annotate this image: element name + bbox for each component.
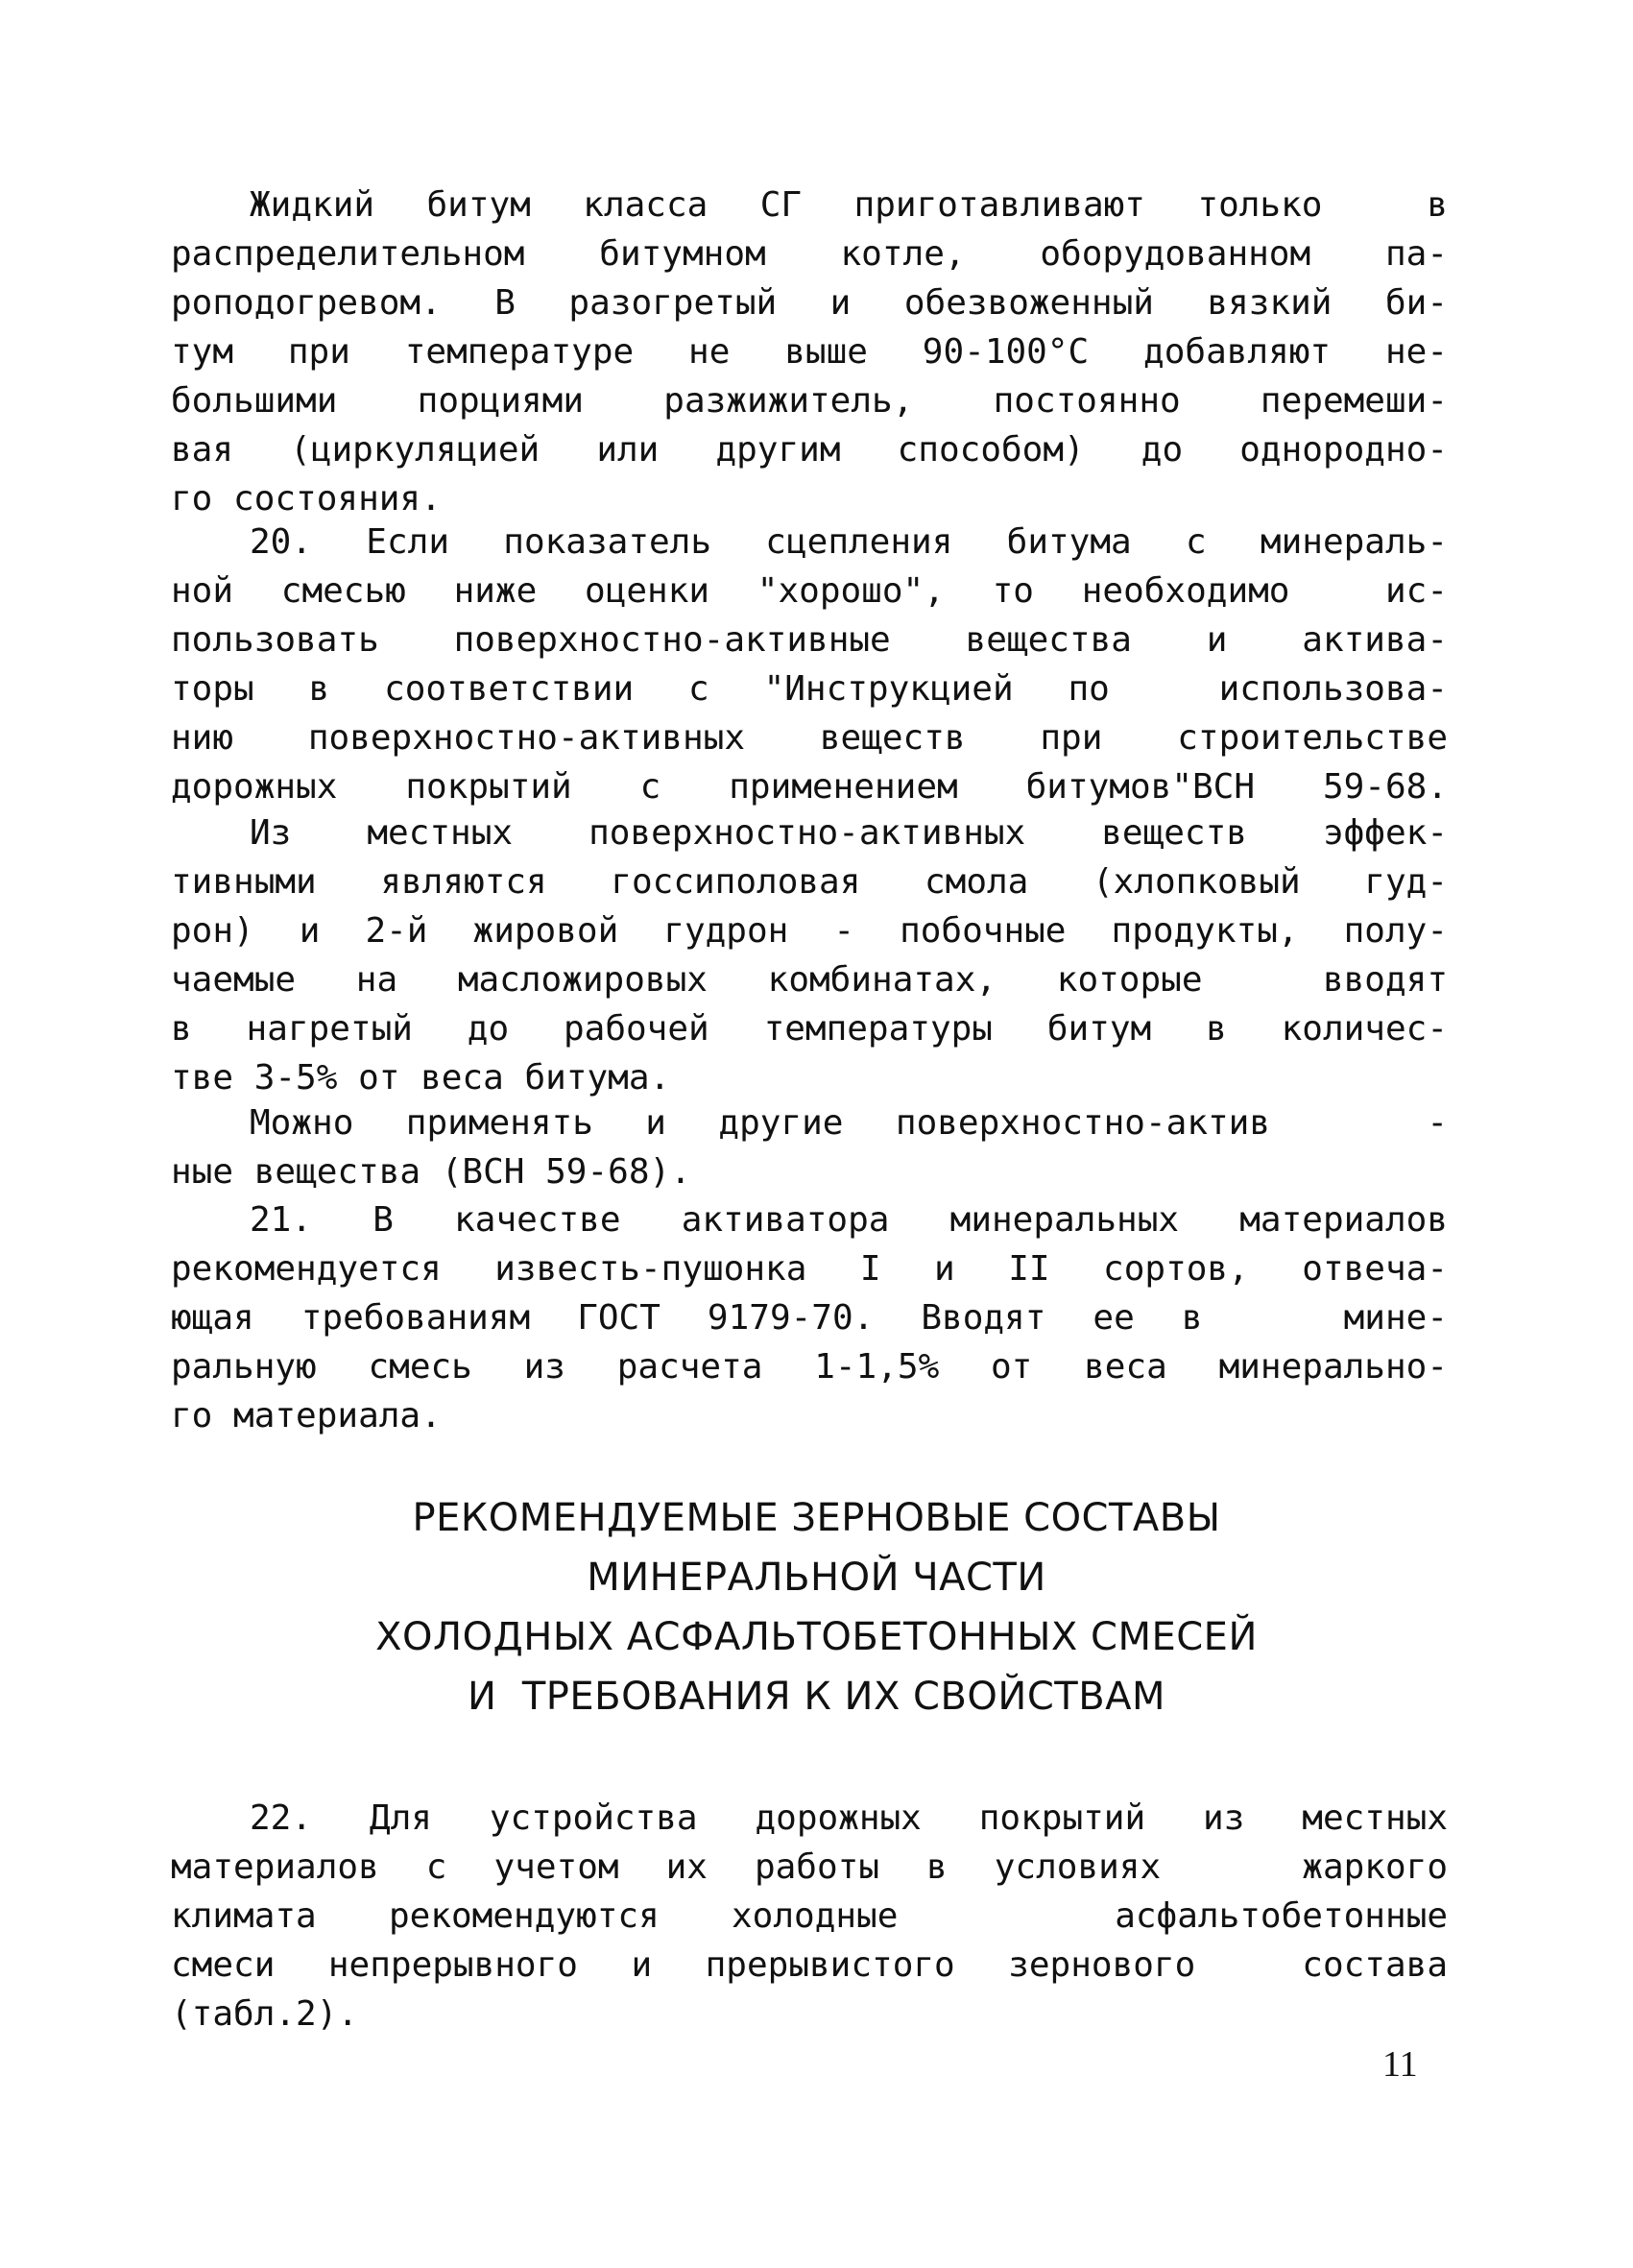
text-line: (табл.2).	[171, 1994, 359, 2034]
heading-line: РЕКОМЕНДУЕМЫЕ ЗЕРНОВЫЕ СОСТАВЫ	[412, 1496, 1221, 1540]
heading-line: ХОЛОДНЫХ АСФАЛЬТОБЕТОННЫХ СМЕСЕЙ	[375, 1615, 1258, 1659]
text-line: тивными являются госсиполовая смола (хлопковый гуд-	[171, 862, 1448, 902]
text-line: тум при температуре не выше 90-100°С добавляют не-	[171, 332, 1448, 372]
paragraph-22	[171, 1794, 1448, 2039]
text-line: рон) и 2-й жировой гудрон - побочные продукты, полу-	[171, 911, 1448, 951]
paragraph-20	[171, 518, 1448, 811]
text-line: 22. Для устройства дорожных покрытий из местных	[250, 1798, 1448, 1838]
text-line: нию поверхностно-активных веществ при строительстве	[171, 718, 1448, 758]
text-line: чаемые на масложировых комбинатах, которые вводят	[171, 960, 1448, 1000]
text-line: тве 3-5% от веса битума.	[171, 1058, 671, 1098]
text-line: дорожных покрытий с применением битумов"ВСН 59-68.	[171, 767, 1448, 807]
paragraph-surfactants	[171, 808, 1448, 1102]
paragraph-other-surfactants	[171, 1098, 1448, 1196]
text-line: большими порциями разжижитель, постоянно перемеши-	[171, 381, 1448, 421]
text-line: роподогревом. В разогретый и обезвоженный вязкий би-	[171, 283, 1448, 323]
intro-paragraph	[171, 181, 1448, 523]
text-line: ющая требованиям ГОСТ 9179-70. Вводят ее в мине-	[171, 1298, 1448, 1338]
text-line: пользовать поверхностно-активные вещества и актива-	[171, 620, 1448, 660]
section-heading	[0, 1488, 1633, 1726]
text-line: Жидкий битум класса СГ приготавливают только в	[250, 185, 1448, 225]
text-line: ной смесью ниже оценки "хорошо", то необходимо ис-	[171, 571, 1448, 611]
text-line: смеси непрерывного и прерывистого зернового состава	[171, 1945, 1448, 1985]
text-line: рекомендуется известь-пушонка I и II сортов, отвеча-	[171, 1249, 1448, 1289]
text-line: в нагретый до рабочей температуры битум в количес-	[171, 1009, 1448, 1049]
text-line: го состояния.	[171, 479, 442, 519]
text-line: го материала.	[171, 1396, 442, 1436]
text-line: Можно применять и другие поверхностно-актив -	[250, 1103, 1448, 1143]
heading-line: МИНЕРАЛЬНОЙ ЧАСТИ	[587, 1556, 1046, 1600]
text-line: торы в соответствии с "Инструкцией по использова-	[171, 669, 1448, 709]
text-line: 21. В качестве активатора минеральных материалов	[250, 1200, 1448, 1240]
text-line: Из местных поверхностно-активных веществ эффек-	[250, 813, 1448, 853]
paragraph-21	[171, 1195, 1448, 1440]
text-line: распределительном битумном котле, оборудованном па-	[171, 234, 1448, 274]
text-line: ные вещества (ВСН 59-68).	[171, 1152, 691, 1192]
text-line: вая (циркуляцией или другим способом) до однородно-	[171, 430, 1448, 470]
text-line: 20. Если показатель сцепления битума с минераль-	[250, 522, 1448, 562]
text-line: климата рекомендуются холодные асфальтобетонные	[171, 1896, 1448, 1936]
text-line: ральную смесь из расчета 1-1,5% от веса минерально-	[171, 1347, 1448, 1387]
text-line: материалов с учетом их работы в условиях жаркого	[171, 1847, 1448, 1887]
page-number: 11	[1382, 2044, 1418, 2085]
heading-line: И ТРЕБОВАНИЯ К ИХ СВОЙСТВАМ	[467, 1675, 1166, 1719]
